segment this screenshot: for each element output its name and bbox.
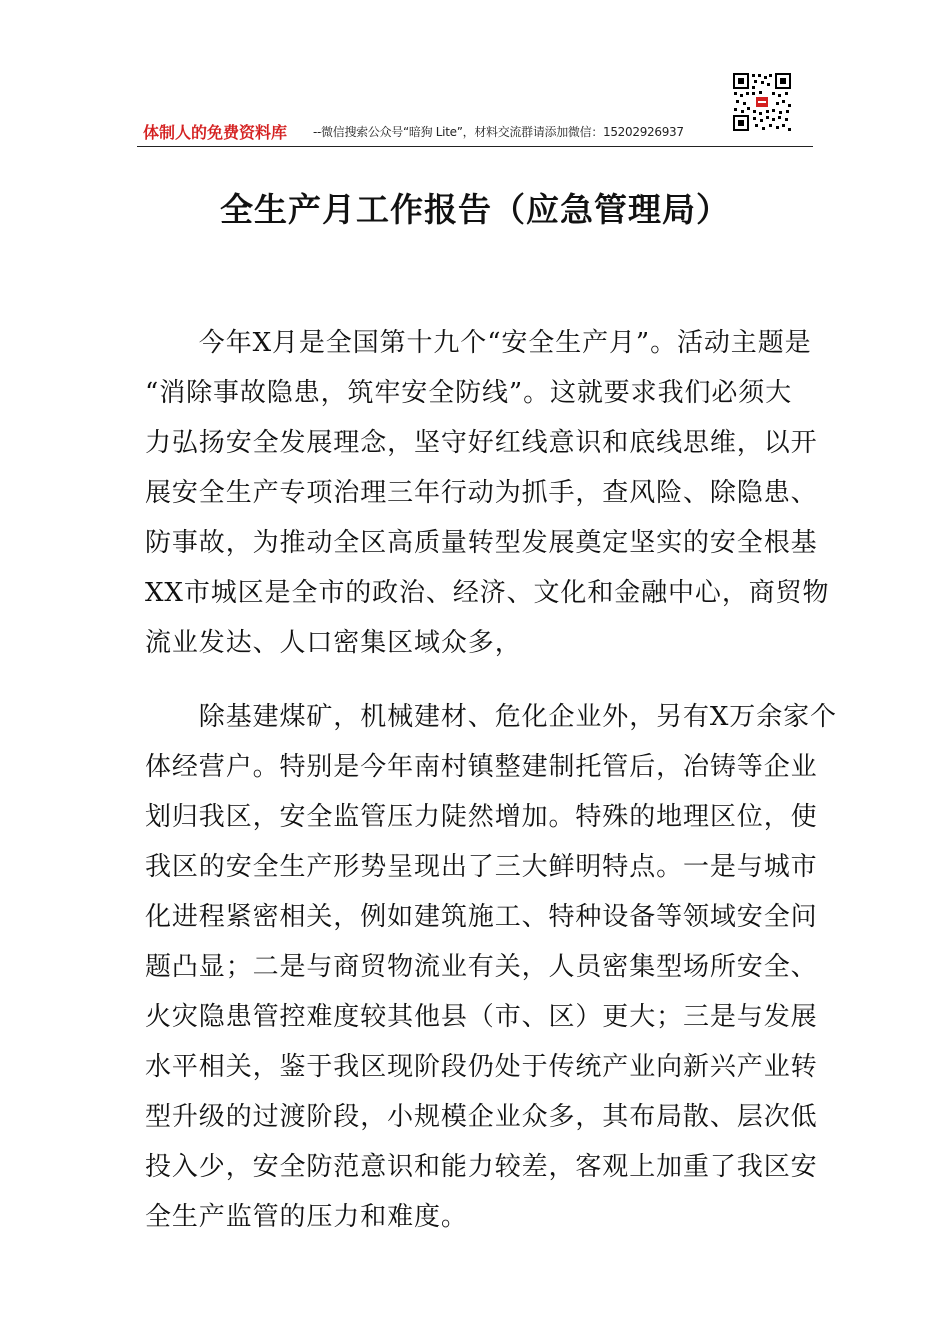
text-line: 今年X月是全国第十九个“安全生产月”。活动主题是 [145,328,812,358]
text-line: 除基建煤矿，机械建材、危化企业外，另有X万余家个 [145,702,837,732]
text-line: 展安全生产专项治理三年行动为抓手，查风险、除隐患、 [145,478,818,508]
text-line: 我区的安全生产形势呈现出了三大鲜明特点。一是与城市 [145,852,818,882]
text-line: 全生产监管的压力和难度。 [145,1202,468,1232]
text-line: XX市城区是全市的政治、经济、文化和金融中心，商贸物 [145,578,830,608]
text-line: 投入少，安全防范意识和能力较差，客观上加重了我区安 [145,1152,818,1182]
text-line: 力弘扬安全发展理念，坚守好红线意识和底线思维，以开 [145,428,818,458]
qr-code-icon [732,72,792,132]
header-contact-info: --微信搜索公众号“暗狗 Lite”，材料交流群请添加微信：15202926937 [313,125,684,139]
text-line: “消除事故隐患，筑牢安全防线”。这就要求我们必须大 [145,378,793,408]
text-line: 水平相关，鉴于我区现阶段仍处于传统产业向新兴产业转 [145,1052,818,1082]
paragraph-spacer [145,668,807,692]
text-line: 题凸显；二是与商贸物流业有关，人员密集型场所安全、 [145,952,818,982]
text-line: 型升级的过渡阶段，小规模企业众多，其布局散、层次低 [145,1102,818,1132]
paragraph [145,318,830,668]
text-line: 火灾隐患管控难度较其他县（市、区）更大；三是与发展 [145,1002,818,1032]
document-body [145,318,837,1242]
document-title: 全生产月工作报告（应急管理局） [220,190,730,229]
text-line: 化进程紧密相关，例如建筑施工、特种设备等领域安全问 [145,902,818,932]
header-site-name: 体制人的免费资料库 [143,123,288,142]
text-line: 体经营户。特别是今年南村镇整建制托管后，冶铸等企业 [145,752,818,782]
paragraph [145,692,837,1242]
text-line: 划归我区，安全监管压力陡然增加。特殊的地理区位，使 [145,802,818,832]
text-line: 流业发达、人口密集区域众多， [145,628,522,658]
page-header [137,118,813,147]
text-line: 防事故，为推动全区高质量转型发展奠定坚实的安全根基 [145,528,818,558]
